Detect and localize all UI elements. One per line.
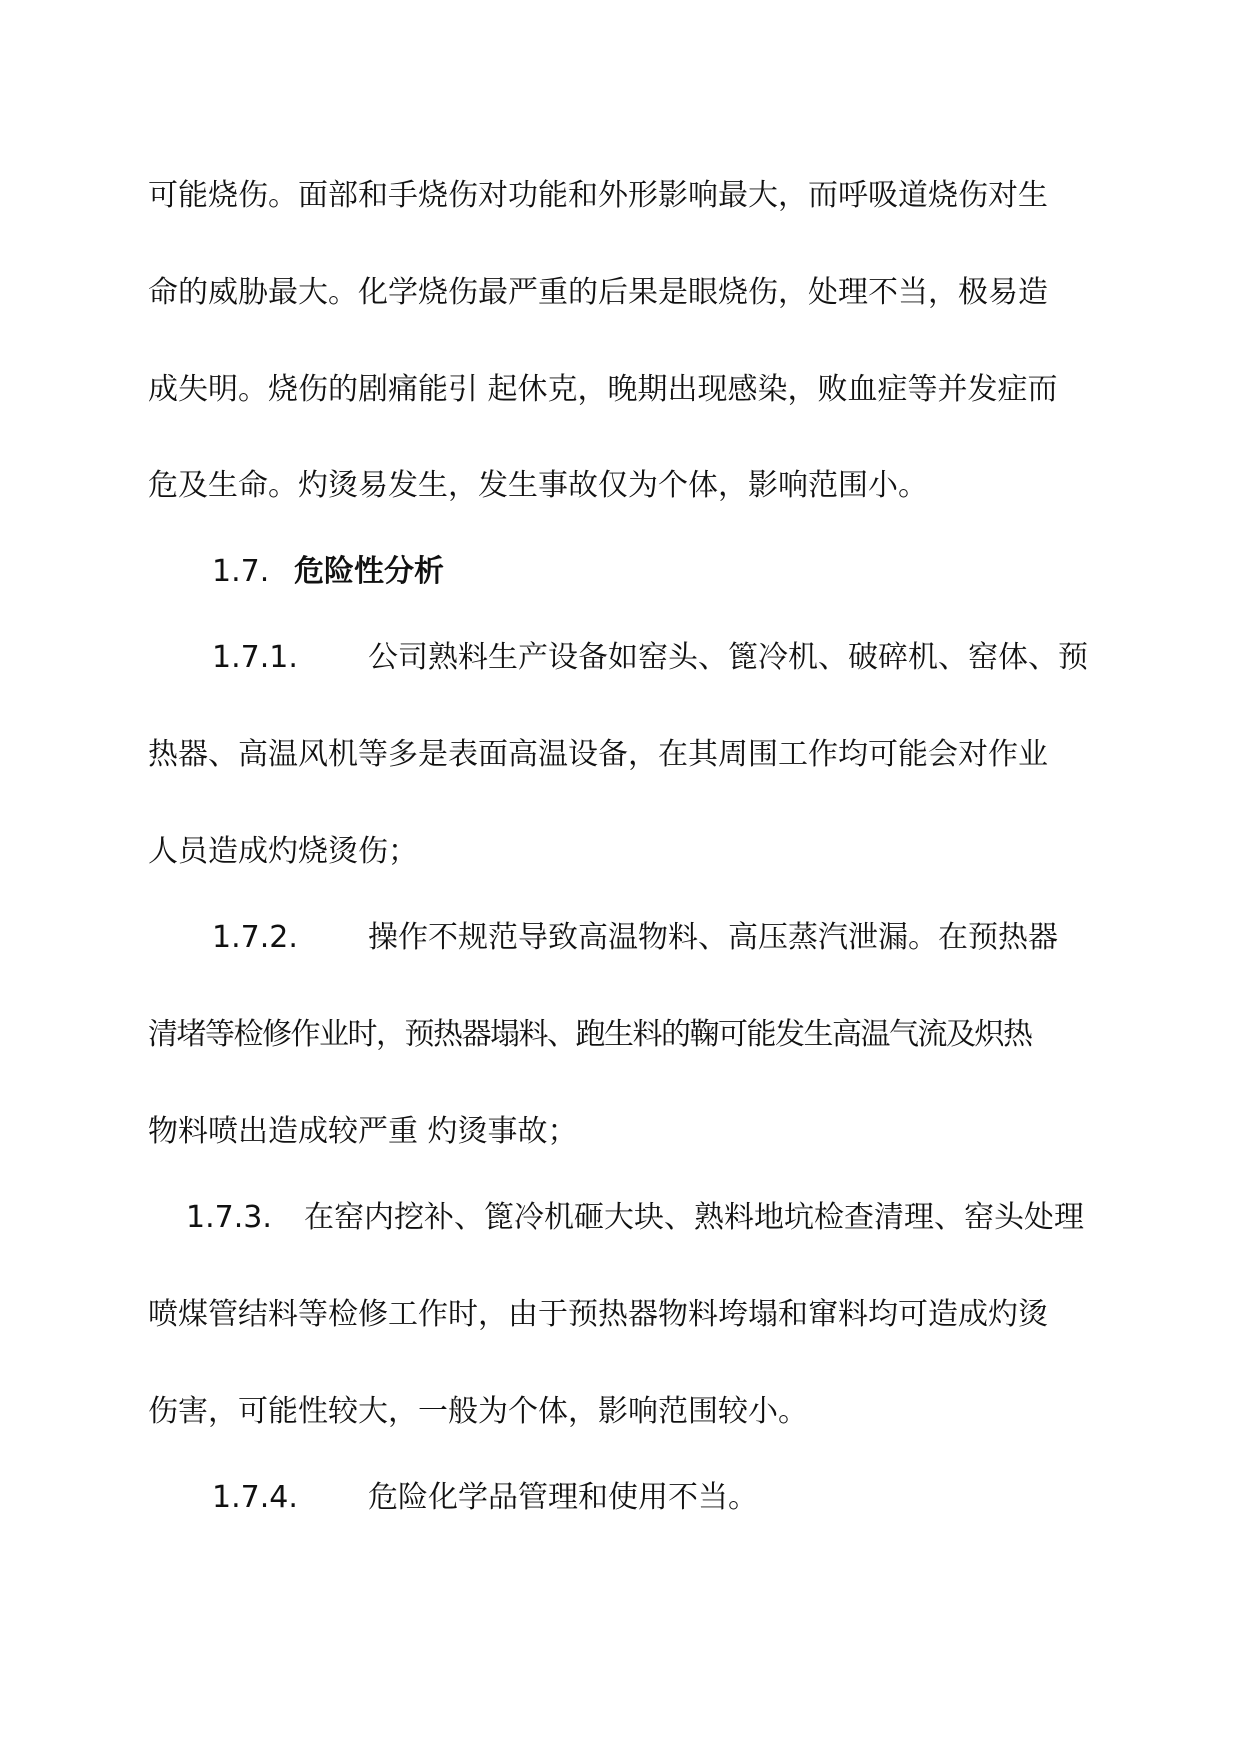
paragraph-line: 命的威胁最大。化学烧伤最严重的后果是眼烧伤，处理不当，极易造: [148, 275, 1048, 310]
item-text-line: 在窑内挖补、篦冷机砸大块、熟料地坑检查清理、窑头处理: [304, 1200, 1084, 1235]
item-text-line: 人员造成灼烧烫伤；: [148, 834, 418, 869]
item-text-line: 操作不规范导致高温物料、高压蒸汽泄漏。在预热器: [368, 920, 1058, 955]
item-number: 1.7.3.: [186, 1200, 272, 1235]
item-number: 1.7.4.: [212, 1480, 298, 1515]
item-number: 1.7.2.: [212, 920, 298, 955]
item-text-line: 清堵等检修作业时，预热器塌料、跑生料的鞠可能发生高温气流及炽热: [148, 1017, 1032, 1052]
item-text-line: 伤害，可能性较大，一般为个体，影响范围较小。: [148, 1394, 808, 1429]
item-text-line: 喷煤管结料等检修工作时，由于预热器物料垮塌和窜料均可造成灼烫: [148, 1297, 1048, 1332]
paragraph-line: 可能烧伤。面部和手烧伤对功能和外形影响最大，而呼吸道烧伤对生: [148, 178, 1048, 213]
item-number: 1.7.1.: [212, 640, 298, 675]
item-text-line: 危险化学品管理和使用不当。: [368, 1480, 758, 1515]
paragraph-line: 成失明。烧伤的剧痛能引 起休克，晚期出现感染，败血症等并发症而: [148, 372, 1058, 407]
paragraph-line: 危及生命。灼烫易发生，发生事故仅为个体，影响范围小。: [148, 468, 928, 503]
item-text-line: 物料喷出造成较严重 灼烫事故；: [148, 1114, 578, 1149]
section-title: 危险性分析: [294, 554, 444, 589]
section-number: 1.7.: [212, 554, 270, 589]
item-text-line: 热器、高温风机等多是表面高温设备，在其周围工作均可能会对作业: [148, 737, 1048, 772]
item-text-line: 公司熟料生产设备如窑头、篦冷机、破碎机、窑体、预: [368, 640, 1088, 675]
